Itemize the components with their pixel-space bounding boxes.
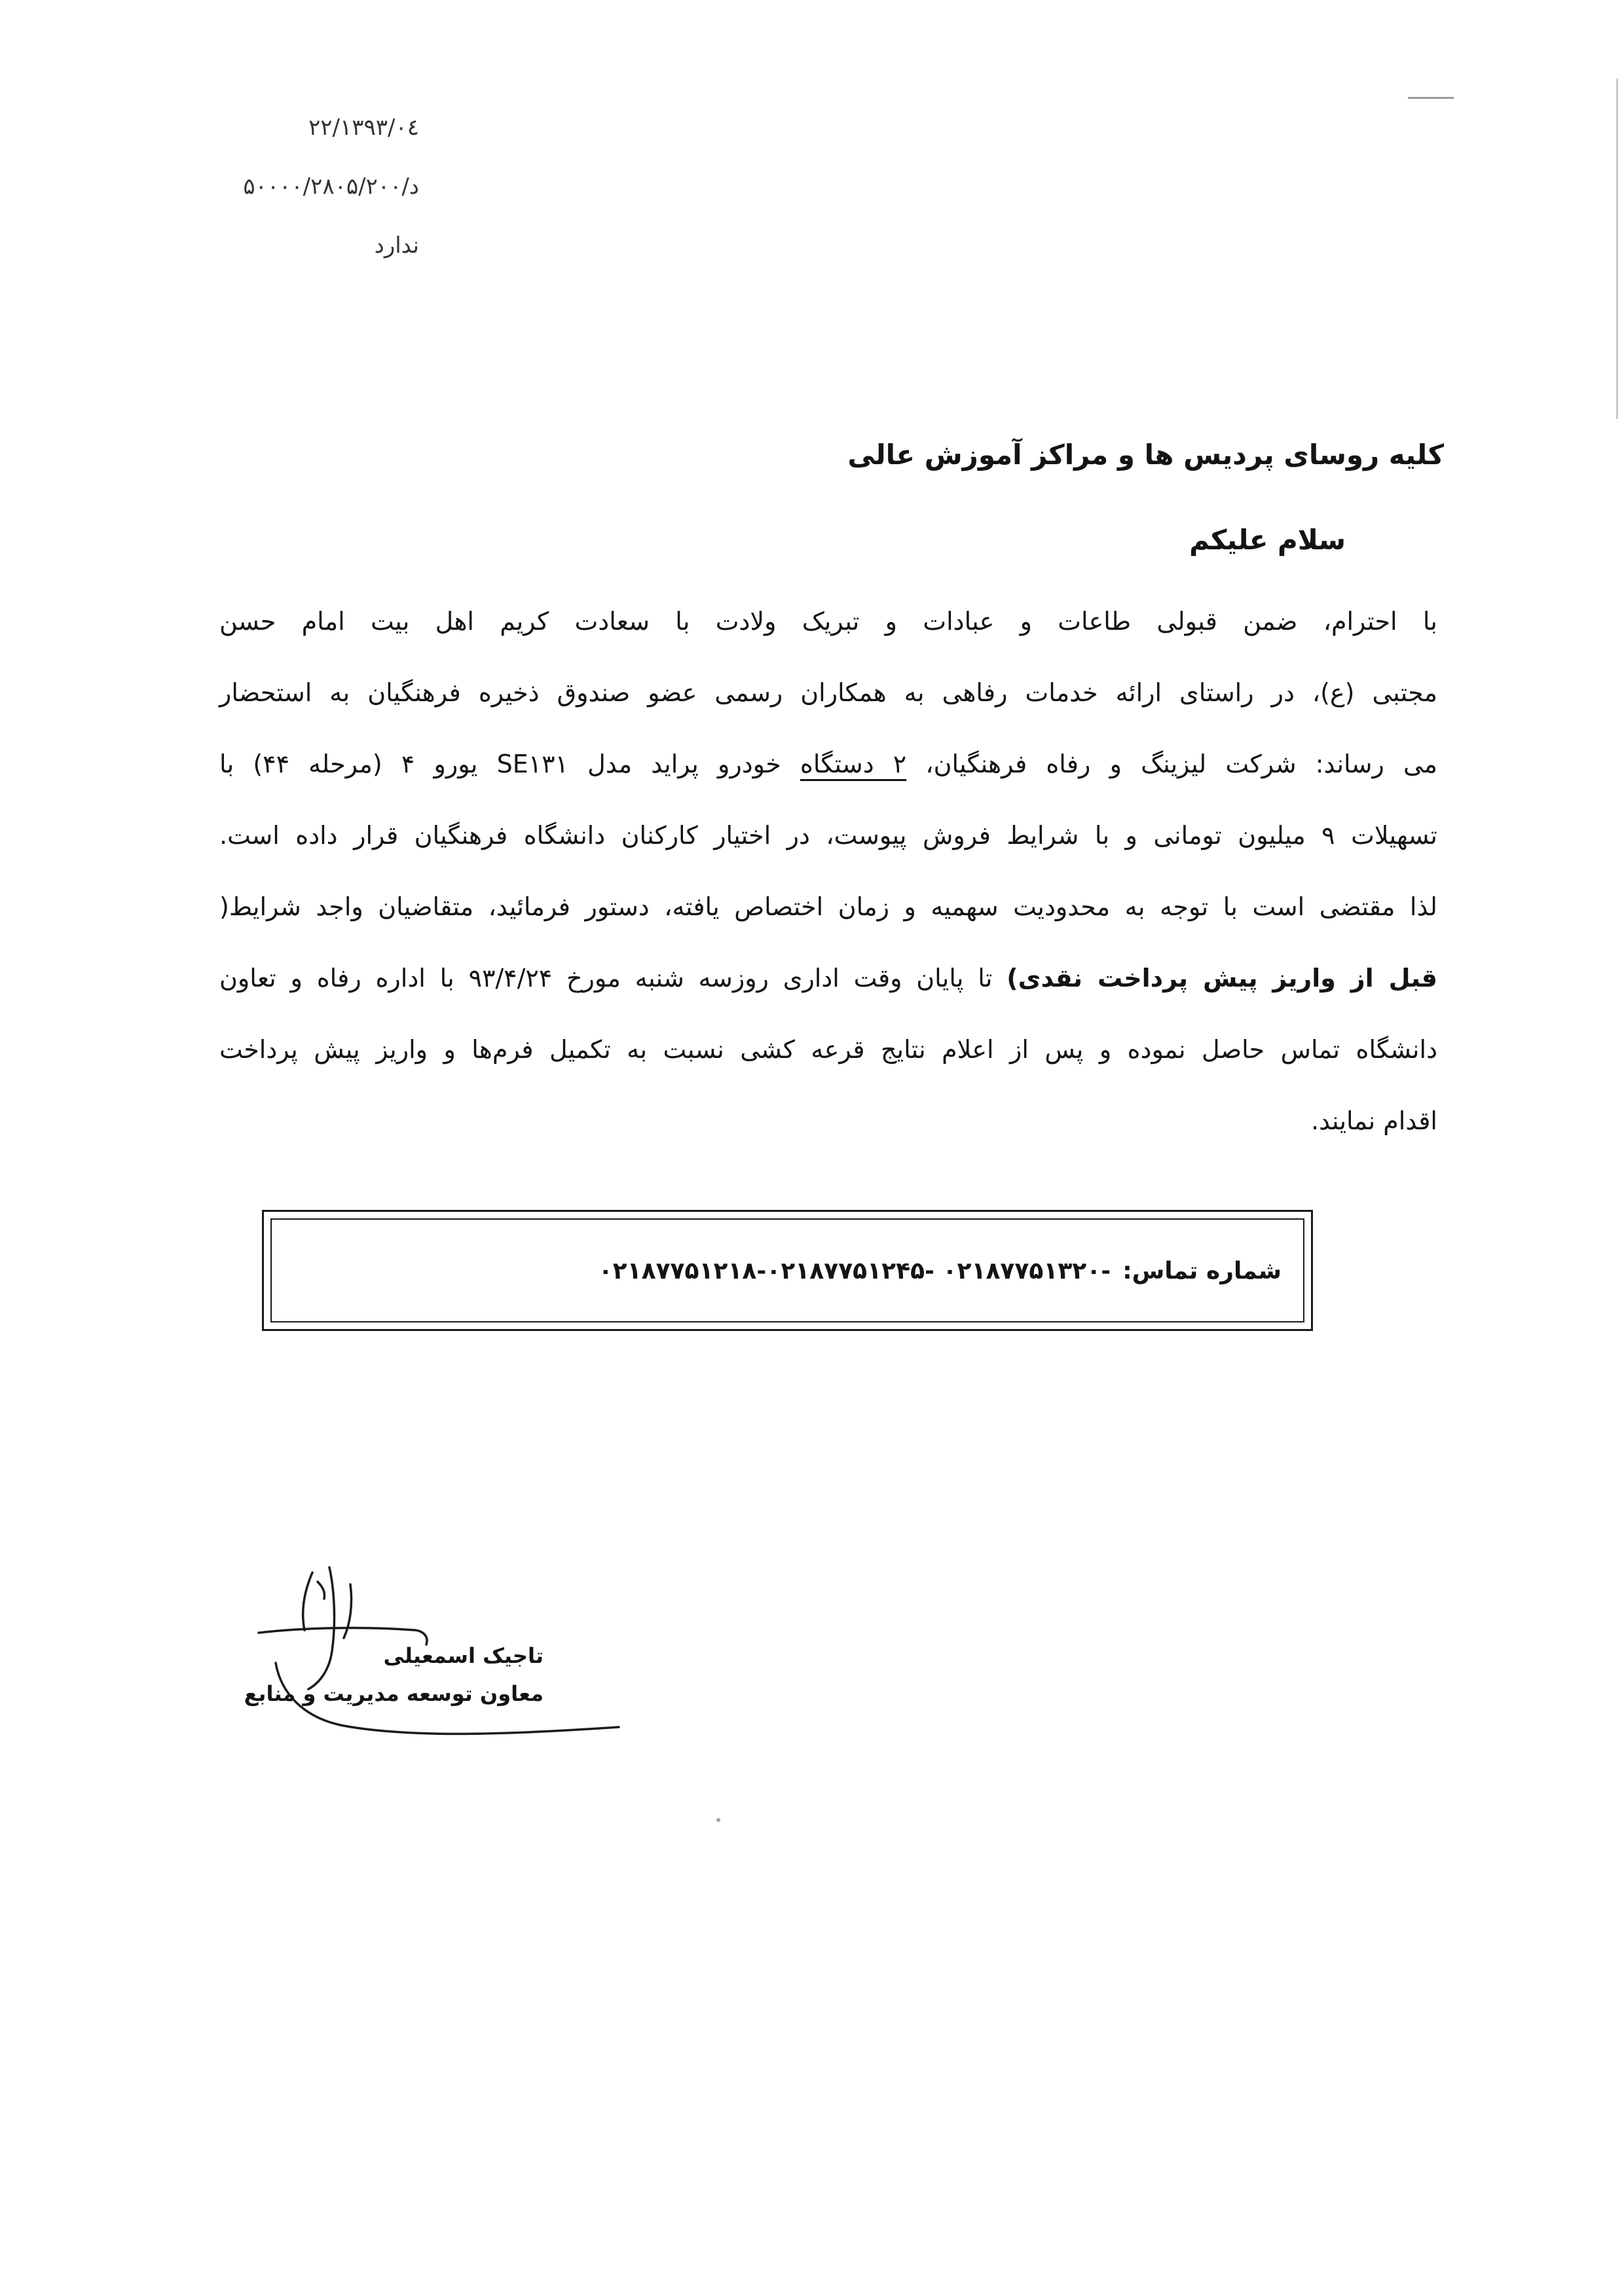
contact-line <box>599 1242 1282 1301</box>
body-line: مجتبی (ع)، در راستای ارائه خدمات رفاهی به همکاران رسمی عضو صندوق ذخیره فرهنگیان به استحضار <box>219 678 1437 707</box>
body-line: تسهیلات ۹ میلیون تومانی و با شرایط فروش پیوست، در اختیار کارکنان دانشگاه فرهنگیان قرار داده است. <box>219 821 1437 850</box>
attachment-status: ندارد <box>374 232 419 259</box>
body-line <box>219 943 1437 1014</box>
body-text-segment: خودرو پراید مدل SE۱۳۱ یورو ۴ (مرحله ۴۴) با <box>219 750 781 778</box>
contact-numbers: -۰۲۱۸۷۷۵۱۳۲۰ -۰۲۱۸۷۷۵۱۲۴۵-۰۲۱۸۷۷۵۱۲۱۸ <box>598 1258 1111 1285</box>
body-text-segment: تا پایان وقت اداری روزسه شنبه مورخ ۹۳/۴/۲۴ با اداره رفاه و تعاون <box>219 964 993 993</box>
contact-label: شماره تماس: <box>1122 1258 1282 1285</box>
scan-edge-line <box>1616 79 1618 419</box>
contact-box <box>262 1210 1313 1331</box>
corner-mark <box>1408 97 1454 99</box>
scan-dot <box>716 1818 720 1822</box>
addressee-line: کلیه روسای پردیس ها و مراکز آموزش عالی <box>847 439 1444 471</box>
body-line: لذا مقتضی است با توجه به محدودیت سهمیه و زمان اختصاص یافته، دستور فرمائید، متقاضیان واجد شرایط( <box>219 892 1437 921</box>
signatory-name: تاجیک اسمعیلی <box>383 1643 544 1668</box>
signatory-title: معاون توسعه مدیریت و منابع <box>244 1681 544 1706</box>
body-text-segment: می رساند: شرکت لیزینگ و رفاه فرهنگیان، <box>925 750 1437 778</box>
letter-body <box>219 586 1437 1157</box>
signatory-block <box>244 1637 544 1713</box>
vehicle-count: ۲ دستگاه <box>800 750 907 778</box>
prepayment-condition: قبل از واریز پیش پرداخت نقدی) <box>1006 964 1437 993</box>
body-line: اقدام نمایند. <box>1310 1106 1437 1135</box>
body-line: با احترام، ضمن قبولی طاعات و عبادات و تبریک ولادت با سعادت کریم اهل بیت امام حسن <box>219 607 1437 636</box>
greeting-line: سلام علیکم <box>1189 524 1346 556</box>
letter-meta <box>124 98 419 275</box>
body-line <box>219 729 1437 800</box>
letter-date: ۱۳۹۳/۰٤/۲۲ <box>308 115 419 141</box>
reference-number: د/۵۰۰۰۰/۲۸۰۵/۲۰۰ <box>243 173 419 200</box>
body-line: دانشگاه تماس حاصل نموده و پس از اعلام نتایج قرعه کشی نسبت به تکمیل فرم‌ها و واریز پیش پرداخت <box>219 1035 1437 1064</box>
